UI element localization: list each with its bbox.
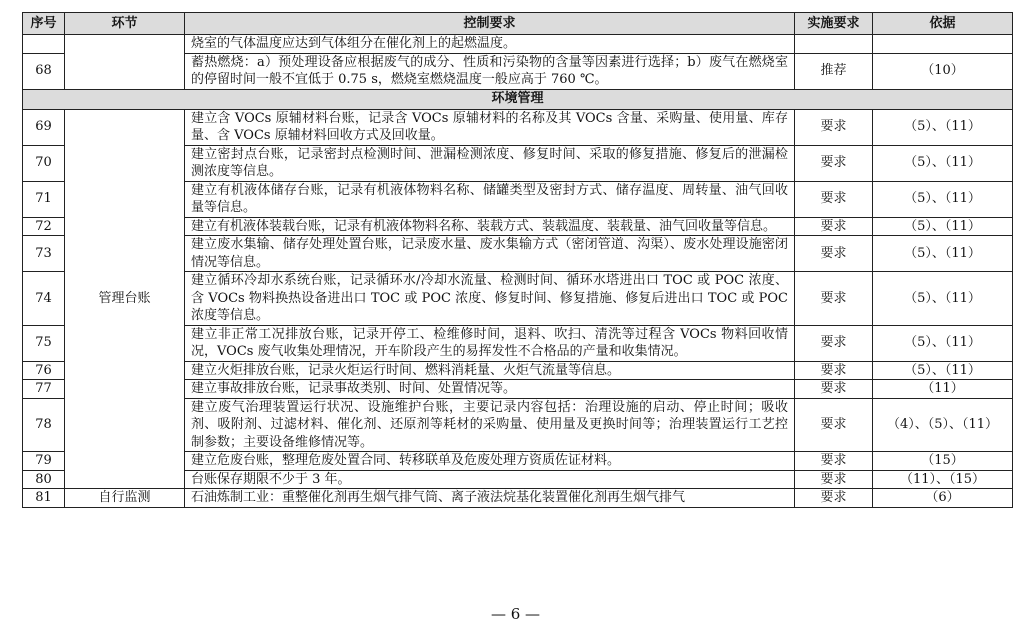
row-requirement: 蓄热燃烧：a）预处理设备应根据废气的成分、性质和污染物的含量等因素进行选择；b）废气在燃烧室的停留时间一般不宜低于 0.75 s，燃烧室燃烧温度一般应高于 760 ℃。 [185,53,795,89]
row-implementation: 要求 [795,361,873,380]
row-implementation: 要求 [795,217,873,236]
row-basis: （4）、（5）、（11） [873,398,1013,452]
row-basis: （10） [873,53,1013,89]
row-num: 73 [23,236,65,272]
row-num: 78 [23,398,65,452]
page-number: — 6 — [490,605,541,623]
row-basis: （5）、（11） [873,217,1013,236]
row-implementation: 要求 [795,325,873,361]
row-implementation: 要求 [795,380,873,399]
row-requirement: 建立有机液体装载台账，记录有机液体物料名称、装载方式、装载温度、装载量、油气回收量等信息。 [185,217,795,236]
stage-management-ledger: 管理台账 [65,109,185,489]
row-num: 77 [23,380,65,399]
table-row-continued [23,35,1013,54]
row-requirement: 建立密封点台账，记录密封点检测时间、泄漏检测浓度、修复时间、采取的修复措施、修复后的泄漏检测浓度等信息。 [185,145,795,181]
row-num: 70 [23,145,65,181]
row-basis: （11） [873,380,1013,399]
row-basis: （15） [873,452,1013,471]
header-implementation: 实施要求 [795,13,873,35]
section-header-row [23,89,1013,109]
row-implementation: 推荐 [795,53,873,89]
row-implementation: 要求 [795,452,873,471]
row-implementation: 要求 [795,145,873,181]
row-basis: （5）、（11） [873,109,1013,145]
row-basis: （5）、（11） [873,325,1013,361]
stage-self-monitoring: 自行监测 [65,489,185,508]
header-requirement: 控制要求 [185,13,795,35]
row-implementation: 要求 [795,181,873,217]
row-requirement: 台账保存期限不少于 3 年。 [185,470,795,489]
row-num: 81 [23,489,65,508]
row-requirement: 建立废水集输、储存处理处置台账，记录废水量、废水集输方式（密闭管道、沟渠）、废水处理设施密闭情况等信息。 [185,236,795,272]
row-requirement: 建立废气治理装置运行状况、设施维护台账，主要记录内容包括：治理设施的启动、停止时间；吸收剂、吸附剂、过滤材料、催化剂、还原剂等耗材的采购量、使用量及更换时间等；治理装置运行工艺控制参数；主要设备维修情况等。 [185,398,795,452]
row-basis: （5）、（11） [873,145,1013,181]
row-basis: （5）、（11） [873,361,1013,380]
row-cont-basis [873,35,1013,54]
row-num: 68 [23,53,65,89]
row-implementation: 要求 [795,109,873,145]
row-basis: （5）、（11） [873,236,1013,272]
row-cont-requirement: 烧室的气体温度应达到气体组分在催化剂上的起燃温度。 [185,35,795,54]
row-requirement: 建立有机液体储存台账，记录有机液体物料名称、储罐类型及密封方式、储存温度、周转量、油气回收量等信息。 [185,181,795,217]
row-num: 75 [23,325,65,361]
header-stage: 环节 [65,13,185,35]
row-requirement: 建立循环冷却水系统台账，记录循环水/冷却水流量、检测时间、循环水塔进出口 TOC 或 POC 浓度、含 VOCs 物料换热设备进出口 TOC 或 POC 浓度、修复时间、修复措施、修复后进出口 TOC 或 POC 浓度等信息。 [185,272,795,326]
table-row [23,489,1013,508]
row-basis: （11）、（15） [873,470,1013,489]
row-implementation: 要求 [795,398,873,452]
row-implementation: 要求 [795,272,873,326]
row-basis: （5）、（11） [873,181,1013,217]
header-basis: 依据 [873,13,1013,35]
table-row [23,109,1013,145]
row-requirement: 石油炼制工业：重整催化剂再生烟气排气筒、离子液法烷基化装置催化剂再生烟气排气 [185,489,795,508]
row-requirement: 建立火炬排放台账，记录火炬运行时间、燃料消耗量、火炬气流量等信息。 [185,361,795,380]
row-requirement: 建立含 VOCs 原辅材料台账，记录含 VOCs 原辅材料的名称及其 VOCs 含量、采购量、使用量、库存量、含 VOCs 原辅材料回收方式及回收量。 [185,109,795,145]
row-num: 79 [23,452,65,471]
row-num: 76 [23,361,65,380]
row-num: 69 [23,109,65,145]
control-requirements-table [22,12,1013,508]
row-requirement: 建立危废台账，整理危废处置合同、转移联单及危废处理方资质佐证材料。 [185,452,795,471]
table-header-row [23,13,1013,35]
row-requirement: 建立非正常工况排放台账，记录开停工、检维修时间，退料、吹扫、清洗等过程含 VOCs 物料回收情况，VOCs 废气收集处理情况，开车阶段产生的易挥发性不合格品的产量和收集情况。 [185,325,795,361]
row-implementation: 要求 [795,236,873,272]
row-basis: （6） [873,489,1013,508]
row-implementation: 要求 [795,470,873,489]
row-num: 74 [23,272,65,326]
row-requirement: 建立事故排放台账，记录事故类别、时间、处置情况等。 [185,380,795,399]
row-cont-stage [65,35,185,90]
row-num: 72 [23,217,65,236]
row-basis: （5）、（11） [873,272,1013,326]
row-cont-num [23,35,65,54]
row-cont-impl [795,35,873,54]
row-implementation: 要求 [795,489,873,508]
header-num: 序号 [23,13,65,35]
section-title: 环境管理 [23,89,1013,109]
row-num: 80 [23,470,65,489]
row-num: 71 [23,181,65,217]
